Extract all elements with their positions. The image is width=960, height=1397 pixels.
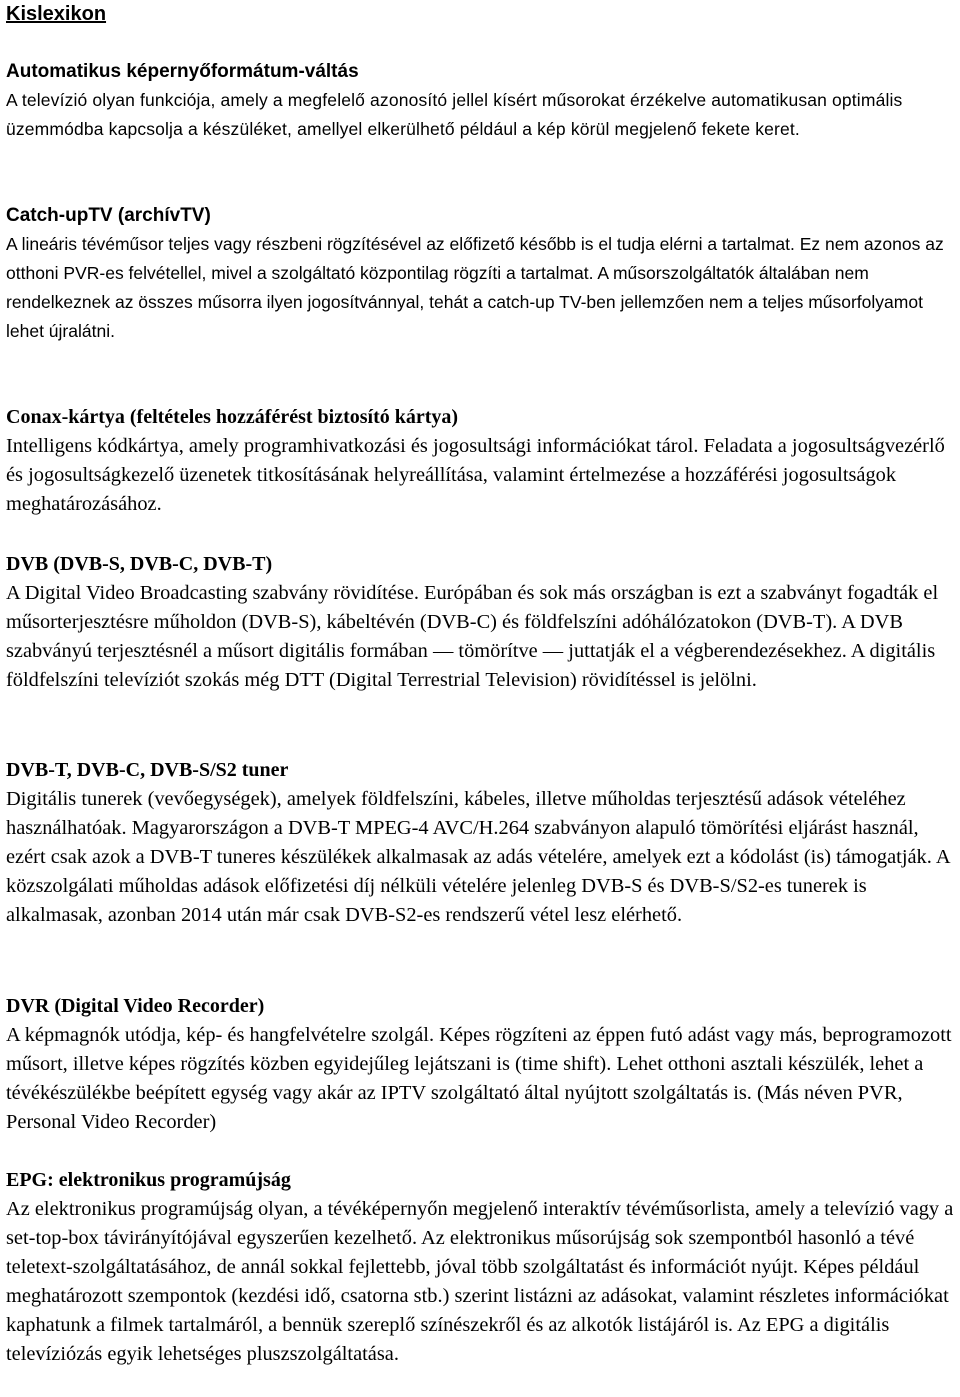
document-page <box>6 0 956 1365</box>
page-title: Kislexikon <box>6 3 107 25</box>
entry-term: DVR (Digital Video Recorder) <box>6 995 265 1017</box>
entry-definition: A televízió olyan funkciója, amely a megfelelő azonosító jellel kísért műsorokat érzékelve automatikusan optimális üzemmódba kapcsolja a készüléket, amellyel elkerülhető például a kép körül megjelenő fekete keret. <box>6 90 903 139</box>
entry-definition: Intelligens kódkártya, amely programhivatkozási és jogosultsági információkat tárol. Feladata a jogosultságvezérlő és jogosultságkezelő üzenetek titkosításának helyreállítása, valamint értelmezése a hozzáférési jogosultságok meghatározásához. <box>6 435 945 515</box>
entry-definition: A lineáris tévéműsor teljes vagy részbeni rögzítésével az előfizető később is el tudja elérni a tartalmat. Ez nem azonos az otthoni PVR-es felvétellel, mivel a szolgáltató központilag rögzíti a tartalmat. A műsorszolgáltatók általában nem rendelkeznek az összes műsorra ilyen jogosítvánnyal, tehát a catch-up TV-ben jellemzően nem a teljes műsorfolyamot lehet újralátni. <box>6 234 944 341</box>
entry-term: EPG: elektronikus programújság <box>6 1169 291 1191</box>
entry-definition: Digitális tunerek (vevőegységek), amelyek földfelszíni, kábeles, illetve műholdas terjesztésű adások vételéhez használhatóak. Magyarországon a DVB-T MPEG-4 AVC/H.264 szabványon alapuló tömörítési eljárást használ, ezért csak azok a DVB-T tuneres készülékek alkalmasak az adás vételére, amelyek ezt a kódolást (is) támogatják. A közszolgálati műholdas adások előfizetési díj nélküli vételére jelenleg DVB-S és DVB-S/S2-es tunerek is alkalmasak, azonban 2014 után már csak DVB-S2-es rendszerű vétel lesz elérhető. <box>6 788 950 926</box>
glossary-entry <box>6 403 956 519</box>
glossary-entry <box>6 992 956 1137</box>
entry-definition: A Digital Video Broadcasting szabvány rövidítése. Európában és sok más országban is ezt a szabványt fogadták el műsorterjesztésre műholdon (DVB-S), kábeltévén (DVB-C) és földfelszíni adóhálózatokon (DVB-T). A DVB szabványú terjesztésnél a műsort digitális formában — tömörítve — juttatják el a végberendezésekhez. A digitális földfelszíni televíziót szokás még DTT (Digital Terrestrial Television) rövidítéssel is jelölni. <box>6 582 939 691</box>
entry-definition: Az elektronikus programújság olyan, a tévéképernyőn megjelenő interaktív tévéműsorlista, amely a televízió vagy a set-top-box távirányítójával egyszerűen kezelhető. Az elektronikus műsorújság sok szempontból hasonló a tévé teletext-szolgáltatásához, de annál sokkal fejlettebb, jóval több szolgáltatást és információt nyújt. Képes például meghatározott szempontok (kezdési idő, csatorna stb.) szerint listázni az adásokat, valamint részletes információkat kaphatunk a filmek tartalmáról, a bennük szereplő színészekről és az alkotók listájáról is. Az EPG a digitális televíziózás egyik lehetséges pluszszolgáltatása. <box>6 1198 954 1365</box>
entry-term: DVB (DVB-S, DVB-C, DVB-T) <box>6 553 273 575</box>
entry-term: Conax-kártya (feltételes hozzáférést biztosító kártya) <box>6 406 459 428</box>
glossary-entry <box>6 550 956 695</box>
entry-term: Automatikus képernyőformátum-váltás <box>6 61 359 82</box>
entry-term: DVB-T, DVB-C, DVB-S/S2 tuner <box>6 759 289 781</box>
glossary-entry <box>6 201 956 346</box>
glossary-entry <box>6 756 956 930</box>
glossary-entry <box>6 1166 956 1369</box>
entry-term: Catch-upTV (archívTV) <box>6 205 211 226</box>
glossary-entry <box>6 57 956 144</box>
entry-definition: A képmagnók utódja, kép- és hangfelvételre szolgál. Képes rögzíteni az éppen futó adást vagy más, beprogramozott műsort, illetve képes rögzítés közben egyidejűleg lejátszani is (time shift). Lehet otthoni asztali készülék, lehet a tévékészülékbe beépített egység vagy akár az IPTV szolgáltató által nyújtott szolgáltatás is. (Más néven PVR, Personal Video Recorder) <box>6 1024 952 1133</box>
